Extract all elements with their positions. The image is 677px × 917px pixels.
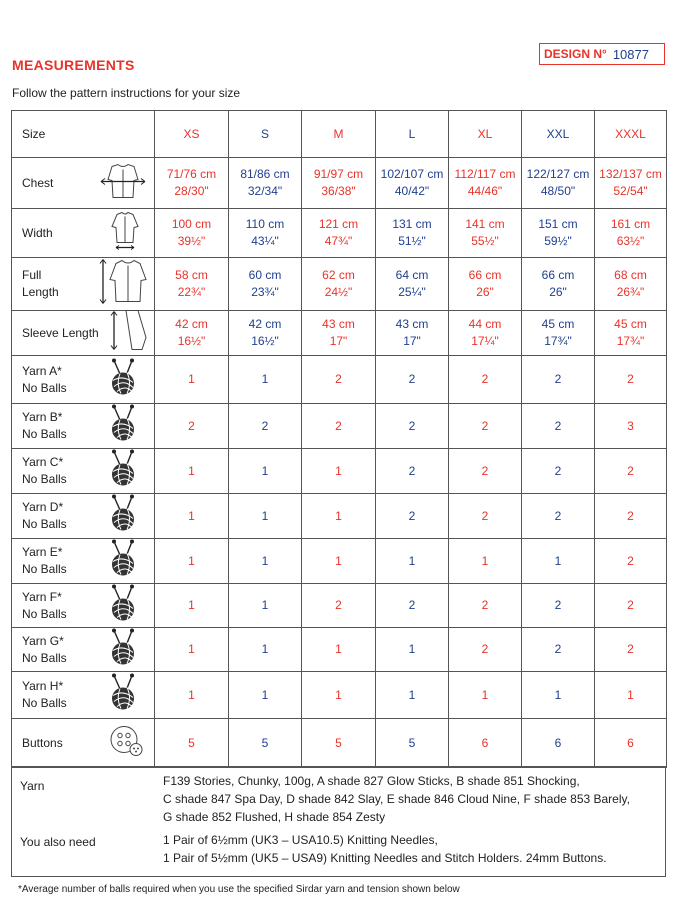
cell-xxxl: 45 cm 17¾": [595, 311, 667, 356]
cell-xxl: 1: [522, 539, 595, 584]
footnote: *Average number of balls required when you use the specified Sirdar yarn and tension shown below: [18, 884, 460, 895]
row-label: [12, 672, 155, 719]
row-label-text: Yarn A* No Balls: [22, 363, 67, 395]
row-label: [12, 539, 155, 584]
row-label-text: Yarn H* No Balls: [22, 679, 67, 710]
cell-s: 1: [229, 672, 302, 719]
cell-xxxl: 1: [595, 672, 667, 719]
cell-xxl: 2: [522, 628, 595, 672]
page-title: MEASUREMENTS: [12, 57, 135, 73]
table-row: [12, 672, 667, 719]
cell-m: 1: [302, 494, 376, 539]
materials-box: [11, 766, 666, 877]
cell-xl: 1: [449, 672, 522, 719]
yarn-ball-icon: [108, 674, 138, 717]
row-label-text: Yarn C* No Balls: [22, 455, 67, 486]
row-label-text: Yarn F* No Balls: [22, 589, 67, 621]
cell-xl: 6: [449, 719, 522, 768]
size-header-xxxl: XXXL: [595, 111, 667, 158]
size-label: Size: [12, 111, 155, 158]
cell-xl: 2: [449, 494, 522, 539]
table-row: [12, 628, 667, 672]
design-label: DESIGN N°: [544, 47, 607, 61]
yarn-ball-icon: [108, 450, 138, 493]
yarn-ball-icon: [108, 540, 138, 583]
table-row: [12, 209, 667, 258]
cell-xl: 2: [449, 356, 522, 404]
cell-xl: 2: [449, 449, 522, 494]
cell-xxl: 2: [522, 404, 595, 449]
cell-m: 2: [302, 584, 376, 628]
cardigan-length-icon: [98, 258, 150, 311]
row-label: [12, 209, 155, 258]
cell-s: 1: [229, 628, 302, 672]
cell-m: 62 cm 24½": [302, 258, 376, 311]
cell-l: 2: [376, 494, 449, 539]
cell-xxxl: 6: [595, 719, 667, 768]
cell-xxl: 2: [522, 494, 595, 539]
table-row: [12, 356, 667, 404]
cell-xxl: 2: [522, 584, 595, 628]
size-header-xl: XL: [449, 111, 522, 158]
cell-xxxl: 2: [595, 356, 667, 404]
size-header-row: [12, 111, 667, 158]
yarn-line: C shade 847 Spa Day, D shade 842 Slay, E shade 846 Cloud Nine, F shade 853 Barely,: [163, 792, 630, 806]
cell-xs: 1: [155, 494, 229, 539]
row-label-text: Width: [22, 225, 53, 240]
cell-xl: 66 cm 26": [449, 258, 522, 311]
size-header-l: L: [376, 111, 449, 158]
row-label-text: Yarn B* No Balls: [22, 410, 67, 441]
cell-xxxl: 2: [595, 449, 667, 494]
cell-xl: 44 cm 17¼": [449, 311, 522, 356]
cell-xxxl: 2: [595, 584, 667, 628]
cell-xs: 1: [155, 356, 229, 404]
cell-l: 1: [376, 672, 449, 719]
yarn-label: Yarn: [20, 779, 45, 793]
cell-xs: 2: [155, 404, 229, 449]
cell-m: 1: [302, 628, 376, 672]
cell-s: 1: [229, 449, 302, 494]
design-number-box: [539, 43, 665, 65]
cell-s: 1: [229, 584, 302, 628]
cell-xxxl: 68 cm 26¾": [595, 258, 667, 311]
row-label: [12, 719, 155, 768]
table-row: [12, 494, 667, 539]
cell-l: 43 cm 17": [376, 311, 449, 356]
cell-xs: 71/76 cm 28/30": [155, 158, 229, 209]
cell-xs: 5: [155, 719, 229, 768]
row-label-text: Chest: [22, 175, 54, 190]
row-label: [12, 258, 155, 311]
cell-xxl: 2: [522, 356, 595, 404]
cell-xs: 1: [155, 584, 229, 628]
cell-s: 2: [229, 404, 302, 449]
cell-s: 1: [229, 356, 302, 404]
row-label: [12, 311, 155, 356]
cell-m: 1: [302, 539, 376, 584]
yarn-ball-icon: [108, 405, 138, 448]
yarn-ball-icon: [108, 628, 138, 671]
cell-xl: 2: [449, 584, 522, 628]
cell-m: 43 cm 17": [302, 311, 376, 356]
need-line: 1 Pair of 6½mm (UK3 – USA10.5) Knitting Needles,: [163, 833, 438, 847]
row-label: [12, 628, 155, 672]
size-header-xs: XS: [155, 111, 229, 158]
yarn-details: [163, 772, 663, 826]
row-label: [12, 494, 155, 539]
cell-xxxl: 132/137 cm 52/54": [595, 158, 667, 209]
table-row: [12, 404, 667, 449]
size-header-s: S: [229, 111, 302, 158]
cell-xxl: 2: [522, 449, 595, 494]
cell-xs: 1: [155, 449, 229, 494]
cell-xs: 1: [155, 628, 229, 672]
table-row: [12, 719, 667, 768]
row-label: [12, 158, 155, 209]
row-label: [12, 449, 155, 494]
table-row: [12, 258, 667, 311]
table-row: [12, 158, 667, 209]
cell-s: 5: [229, 719, 302, 768]
cell-m: 2: [302, 404, 376, 449]
cell-l: 64 cm 25¼": [376, 258, 449, 311]
cell-s: 1: [229, 494, 302, 539]
cell-s: 81/86 cm 32/34": [229, 158, 302, 209]
cell-xl: 2: [449, 404, 522, 449]
cell-l: 2: [376, 449, 449, 494]
yarn-line: G shade 852 Flushed, H shade 854 Zesty: [163, 810, 386, 824]
need-line: 1 Pair of 5½mm (UK5 – USA9) Knitting Needles and Stitch Holders. 24mm Buttons.: [163, 851, 607, 865]
row-label-text: Full Length: [22, 268, 59, 299]
cardigan-chest-icon: [100, 162, 146, 205]
cell-s: 42 cm 16½": [229, 311, 302, 356]
yarn-ball-icon: [108, 584, 138, 627]
cell-xxl: 122/127 cm 48/50": [522, 158, 595, 209]
cell-xxxl: 2: [595, 539, 667, 584]
cell-xs: 42 cm 16½": [155, 311, 229, 356]
cell-s: 60 cm 23¾": [229, 258, 302, 311]
cell-s: 110 cm 43¼": [229, 209, 302, 258]
cell-xxl: 45 cm 17¾": [522, 311, 595, 356]
cell-m: 91/97 cm 36/38": [302, 158, 376, 209]
cell-m: 2: [302, 356, 376, 404]
row-label: [12, 584, 155, 628]
cell-l: 131 cm 51½": [376, 209, 449, 258]
design-number: 10877: [612, 46, 649, 62]
row-label: [12, 356, 155, 404]
cell-l: 2: [376, 584, 449, 628]
cell-xl: 141 cm 55½": [449, 209, 522, 258]
cell-xxxl: 161 cm 63½": [595, 209, 667, 258]
size-header-m: M: [302, 111, 376, 158]
yarn-line: F139 Stories, Chunky, 100g, A shade 827 Glow Sticks, B shade 851 Shocking,: [163, 774, 580, 788]
cell-l: 5: [376, 719, 449, 768]
cell-xs: 58 cm 22¾": [155, 258, 229, 311]
cell-s: 1: [229, 539, 302, 584]
cell-l: 102/107 cm 40/42": [376, 158, 449, 209]
table-row: [12, 449, 667, 494]
cell-xs: 1: [155, 539, 229, 584]
cell-m: 1: [302, 449, 376, 494]
measurements-table: [11, 110, 667, 768]
row-label-text: Sleeve Length: [22, 325, 99, 340]
cell-xs: 1: [155, 672, 229, 719]
cell-l: 2: [376, 404, 449, 449]
cell-xxl: 6: [522, 719, 595, 768]
table-row: [12, 584, 667, 628]
cell-l: 1: [376, 628, 449, 672]
cell-m: 1: [302, 672, 376, 719]
cell-xl: 2: [449, 628, 522, 672]
cell-xl: 1: [449, 539, 522, 584]
cell-xxxl: 2: [595, 628, 667, 672]
row-label-text: Yarn D* No Balls: [22, 500, 67, 531]
cell-xxxl: 3: [595, 404, 667, 449]
cell-l: 2: [376, 356, 449, 404]
cell-m: 5: [302, 719, 376, 768]
yarn-ball-icon: [108, 495, 138, 538]
also-need-label: You also need: [20, 835, 96, 849]
table-row: [12, 539, 667, 584]
size-header-xxl: XXL: [522, 111, 595, 158]
cell-xl: 112/117 cm 44/46": [449, 158, 522, 209]
cell-l: 1: [376, 539, 449, 584]
row-label-text: Yarn G* No Balls: [22, 633, 67, 665]
yarn-ball-icon: [108, 358, 138, 401]
cell-xxxl: 2: [595, 494, 667, 539]
sleeve-length-icon: [108, 308, 152, 359]
cell-xs: 100 cm 39½": [155, 209, 229, 258]
cell-m: 121 cm 47¾": [302, 209, 376, 258]
cell-xxl: 1: [522, 672, 595, 719]
also-need-details: [163, 831, 663, 867]
cell-xxl: 151 cm 59½": [522, 209, 595, 258]
button-icon: [109, 724, 145, 763]
row-label-text: Buttons: [22, 735, 63, 750]
table-row: [12, 311, 667, 356]
row-label-text: Yarn E* No Balls: [22, 545, 67, 576]
subtitle: Follow the pattern instructions for your size: [12, 86, 241, 100]
row-label: [12, 404, 155, 449]
cardigan-width-icon: [108, 211, 142, 256]
cell-xxl: 66 cm 26": [522, 258, 595, 311]
